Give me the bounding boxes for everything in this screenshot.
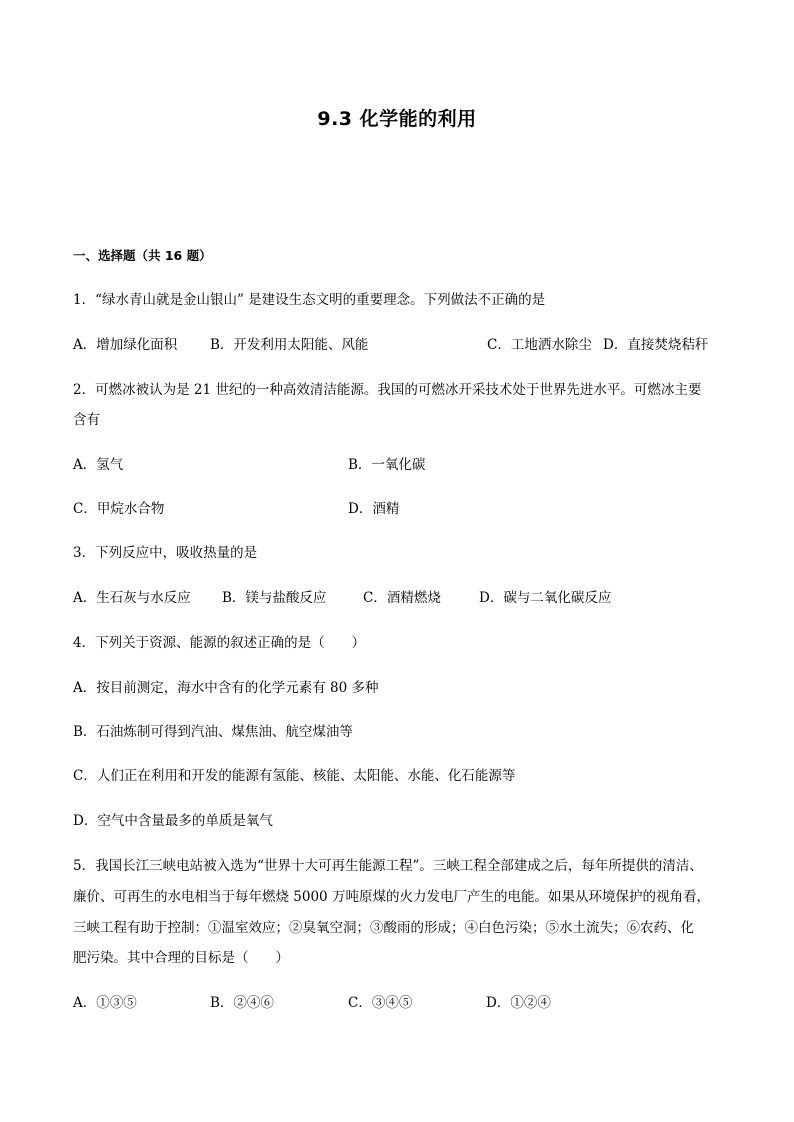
question-4-text: 4．下列关于资源、能源的叙述正确的是（ ） (73, 635, 366, 651)
section-heading: 一、选择题（共 16 题） (73, 248, 212, 263)
question-3-text: 3．下列反应中，吸收热量的是 (73, 545, 258, 561)
question-3-option-c[interactable]: C．酒精燃烧 (363, 590, 441, 606)
question-2-option-b[interactable]: B．一氧化碳 (348, 457, 426, 473)
question-5-text-line-2: 廉价、可再生的水电相当于每年燃烧 5000 万吨原煤的火力发电厂产生的电能。如果从环境保护的视角看， (73, 889, 710, 905)
question-5-text-line-3: 三峡工程有助于控制：①温室效应；②臭氧空洞；③酸雨的形成；④白色污染；⑤水土流失；⑥农药、化 (73, 920, 694, 936)
question-1-option-a[interactable]: A．增加绿化面积 (73, 337, 178, 353)
question-2-option-c[interactable]: C．甲烷水合物 (73, 501, 165, 517)
question-1-option-d[interactable]: D．直接焚烧秸秆 (603, 337, 709, 353)
question-2-option-d[interactable]: D．酒精 (348, 501, 400, 517)
question-2-option-a[interactable]: A．氢气 (73, 457, 124, 473)
question-4-option-d[interactable]: D．空气中含量最多的单质是氧气 (73, 813, 273, 829)
question-3-option-b[interactable]: B．镁与盐酸反应 (222, 590, 327, 606)
question-2-text-line-1: 2．可燃冰被认为是 21 世纪的一种高效清洁能源。我国的可燃冰开采技术处于世界先进水平。可燃冰主要 (73, 382, 702, 398)
question-1-option-b[interactable]: B．开发利用太阳能、风能 (210, 337, 369, 353)
question-4-option-b[interactable]: B．石油炼制可得到汽油、煤焦油、航空煤油等 (73, 724, 353, 740)
question-5-text-line-4: 肥污染。其中合理的目标是（ ） (73, 950, 289, 966)
page-title: 9.3 化学能的利用 (317, 108, 477, 130)
question-5-text-line-1: 5．我国长江三峡电站被入选为“世界十大可再生能源工程”。三峡工程全部建成之后，每年所提供的清洁、 (73, 858, 703, 874)
question-5-option-a[interactable]: A．①③⑤ (73, 995, 137, 1011)
question-5-option-d[interactable]: D．①②④ (486, 995, 551, 1011)
question-4-option-c[interactable]: C．人们正在利用和开发的能源有氢能、核能、太阳能、水能、化石能源等 (73, 768, 516, 784)
question-4-option-a[interactable]: A．按目前测定，海水中含有的化学元素有 80 多种 (73, 680, 379, 696)
question-5-option-c[interactable]: C．③④⑤ (348, 995, 413, 1011)
question-3-option-a[interactable]: A．生石灰与水反应 (73, 590, 191, 606)
question-1-option-c[interactable]: C．工地洒水除尘 (487, 337, 592, 353)
question-5-option-b[interactable]: B．②④⑥ (210, 995, 274, 1011)
question-2-text-line-2: 含有 (73, 412, 100, 428)
question-1-text: 1．“绿水青山就是金山银山” 是建设生态文明的重要理念。下列做法不正确的是 (73, 292, 546, 308)
question-3-option-d[interactable]: D．碳与二氧化碳反应 (479, 590, 612, 606)
